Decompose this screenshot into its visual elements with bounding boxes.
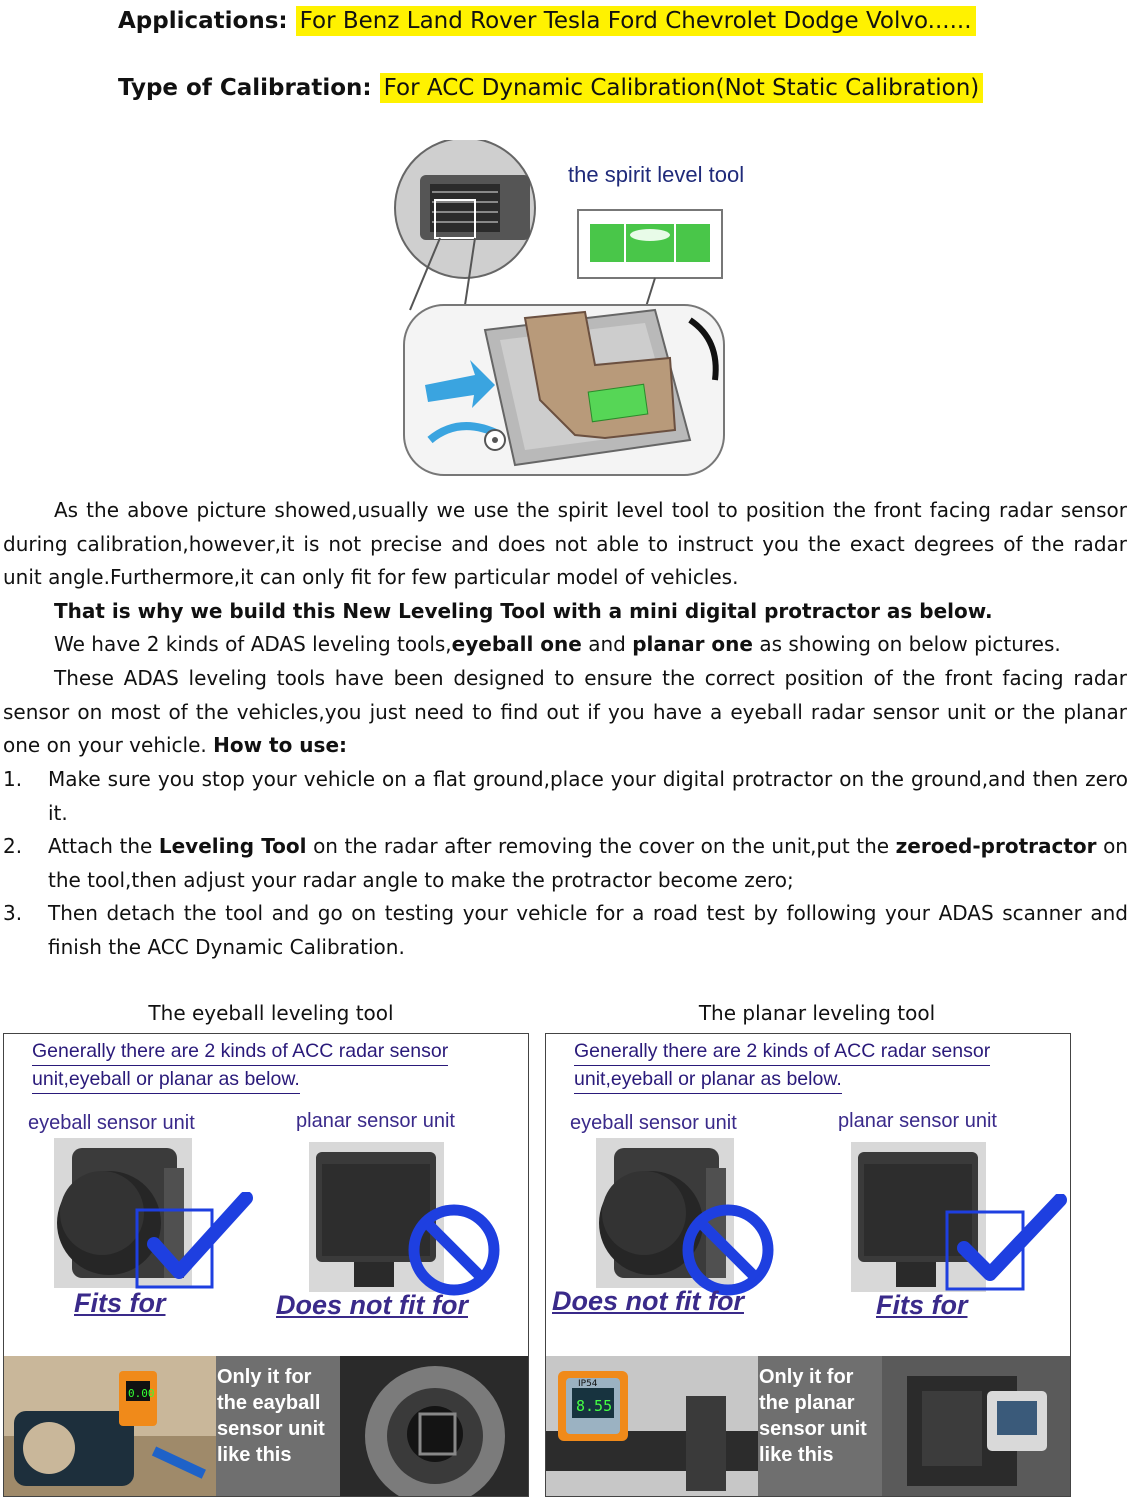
note-line: like this bbox=[759, 1444, 834, 1466]
step-text-part: on the radar after removing the cover on the unit,put the bbox=[306, 834, 896, 858]
why-statement: That is why we build this New Leveling Tool with a mini digital protractor as below. bbox=[54, 599, 993, 623]
eyeball-verdict: Does not fit for bbox=[552, 1286, 744, 1316]
eyeball-one-bold: eyeball one bbox=[451, 632, 582, 656]
tool-types-line bbox=[54, 632, 1061, 656]
protractor-brand: IP54 bbox=[578, 1379, 598, 1389]
leveling-tool-bold: Leveling Tool bbox=[158, 834, 307, 858]
step-text: Then detach the tool and go on testing your vehicle for a road test by following your ADAS scanner and finish the ACC Dynamic Calibration. bbox=[48, 901, 1128, 959]
eyeball-sensor-label: eyeball sensor unit bbox=[28, 1112, 195, 1134]
step-text-part: Attach the bbox=[48, 834, 159, 858]
note-line: Only it for bbox=[759, 1366, 854, 1388]
panel-title bbox=[32, 1038, 448, 1094]
zeroed-protractor-bold: zeroed-protractor bbox=[895, 834, 1097, 858]
design-paragraph bbox=[3, 662, 1127, 763]
step-number: 1. bbox=[3, 767, 23, 791]
planar-verdict: Does not fit for bbox=[276, 1290, 468, 1320]
only-for-planar-note bbox=[759, 1364, 867, 1468]
planar-install-photo bbox=[882, 1356, 1070, 1496]
eyeball-verdict: Fits for bbox=[74, 1288, 166, 1318]
planar-sensor-label: planar sensor unit bbox=[296, 1110, 455, 1132]
step-item bbox=[0, 763, 1128, 830]
eyeball-tool-caption: The eyeball leveling tool bbox=[148, 1001, 394, 1025]
step-number: 2. bbox=[3, 834, 23, 858]
step-text bbox=[48, 830, 1128, 897]
protractor-reading: 0.00 bbox=[128, 1387, 155, 1400]
planar-sensor-label: planar sensor unit bbox=[838, 1110, 997, 1132]
planar-tool-caption: The planar leveling tool bbox=[698, 1001, 936, 1025]
planar-one-bold: planar one bbox=[632, 632, 753, 656]
step-text: Make sure you stop your vehicle on a flat ground,place your digital protractor on the ground,and then zero it. bbox=[48, 767, 1128, 825]
planar-tool-panel bbox=[545, 1033, 1071, 1497]
tool-types-text-c: and bbox=[581, 632, 633, 656]
radar-diagram-illustration bbox=[390, 140, 790, 480]
planar-verdict: Fits for bbox=[876, 1290, 968, 1320]
applications-line: Applications: For Benz Land Rover Tesla Ford Chevrolet Dodge Volvo...... bbox=[118, 8, 976, 34]
planar-tool-photo bbox=[546, 1356, 758, 1496]
note-line: like this bbox=[217, 1444, 292, 1466]
spirit-level-label: the spirit level tool bbox=[568, 162, 745, 187]
usage-photo-strip bbox=[4, 1356, 528, 1496]
protractor-reading: 8.55 bbox=[576, 1397, 613, 1415]
eyeball-sensor-label: eyeball sensor unit bbox=[570, 1112, 737, 1134]
tool-types-text-e: as showing on below pictures. bbox=[752, 632, 1061, 656]
panel-title bbox=[574, 1038, 990, 1094]
panel-title-line: Generally there are 2 kinds of ACC radar sensor bbox=[32, 1038, 448, 1066]
calibration-label: Type of Calibration bbox=[118, 75, 363, 101]
note-line: sensor unit bbox=[759, 1418, 867, 1440]
note-line: Only it for bbox=[217, 1366, 312, 1388]
prohibited-icon bbox=[404, 1200, 504, 1300]
only-for-eyeball-note bbox=[217, 1364, 325, 1468]
panel-title-line: unit,eyeball or planar as below. bbox=[32, 1066, 300, 1094]
calibration-value: For ACC Dynamic Calibration(Not Static Calibration) bbox=[380, 73, 984, 103]
calibration-line: Type of Calibration: For ACC Dynamic Calibration(Not Static Calibration) bbox=[118, 75, 983, 101]
checkmark-icon bbox=[134, 1192, 254, 1292]
spirit-level-diagram bbox=[390, 140, 790, 480]
step-item bbox=[0, 897, 1128, 964]
applications-label: Applications bbox=[118, 8, 279, 34]
prohibited-icon bbox=[678, 1200, 778, 1300]
step-item bbox=[0, 830, 1128, 897]
panel-title-line: Generally there are 2 kinds of ACC radar sensor bbox=[574, 1038, 990, 1066]
intro-paragraph: As the above picture showed,usually we use the spirit level tool to position the front facing radar sensor during calibration,however,it is not precise and does not able to instruct you the exact degrees of the radar unit angle.Furthermore,it can only fit for few particular model of vehicles. bbox=[3, 498, 1127, 590]
tool-types-text-a: We have 2 kinds of ADAS leveling tools, bbox=[54, 632, 452, 656]
step-text-part: on the tool,then adjust your radar angle to make the protractor become zero; bbox=[48, 834, 1128, 892]
usage-photo-strip bbox=[546, 1356, 1070, 1496]
note-line: the eayball bbox=[217, 1392, 321, 1414]
step-number: 3. bbox=[3, 901, 23, 925]
note-line: the planar bbox=[759, 1392, 855, 1414]
eyeball-tool-photo bbox=[4, 1356, 216, 1496]
design-text: These ADAS leveling tools have been designed to ensure the correct position of the front facing radar sensor on most of the vehicles,you just need to find out if you have a eyeball radar sensor unit or the planar one on your vehicle. bbox=[3, 666, 1127, 758]
eyeball-install-photo bbox=[340, 1356, 528, 1496]
note-line: sensor unit bbox=[217, 1418, 325, 1440]
how-to-use-heading: How to use: bbox=[213, 733, 348, 758]
panel-title-line: unit,eyeball or planar as below. bbox=[574, 1066, 842, 1094]
checkmark-icon bbox=[944, 1194, 1068, 1294]
applications-value: For Benz Land Rover Tesla Ford Chevrolet Dodge Volvo...... bbox=[296, 6, 976, 36]
eyeball-tool-panel bbox=[3, 1033, 529, 1497]
